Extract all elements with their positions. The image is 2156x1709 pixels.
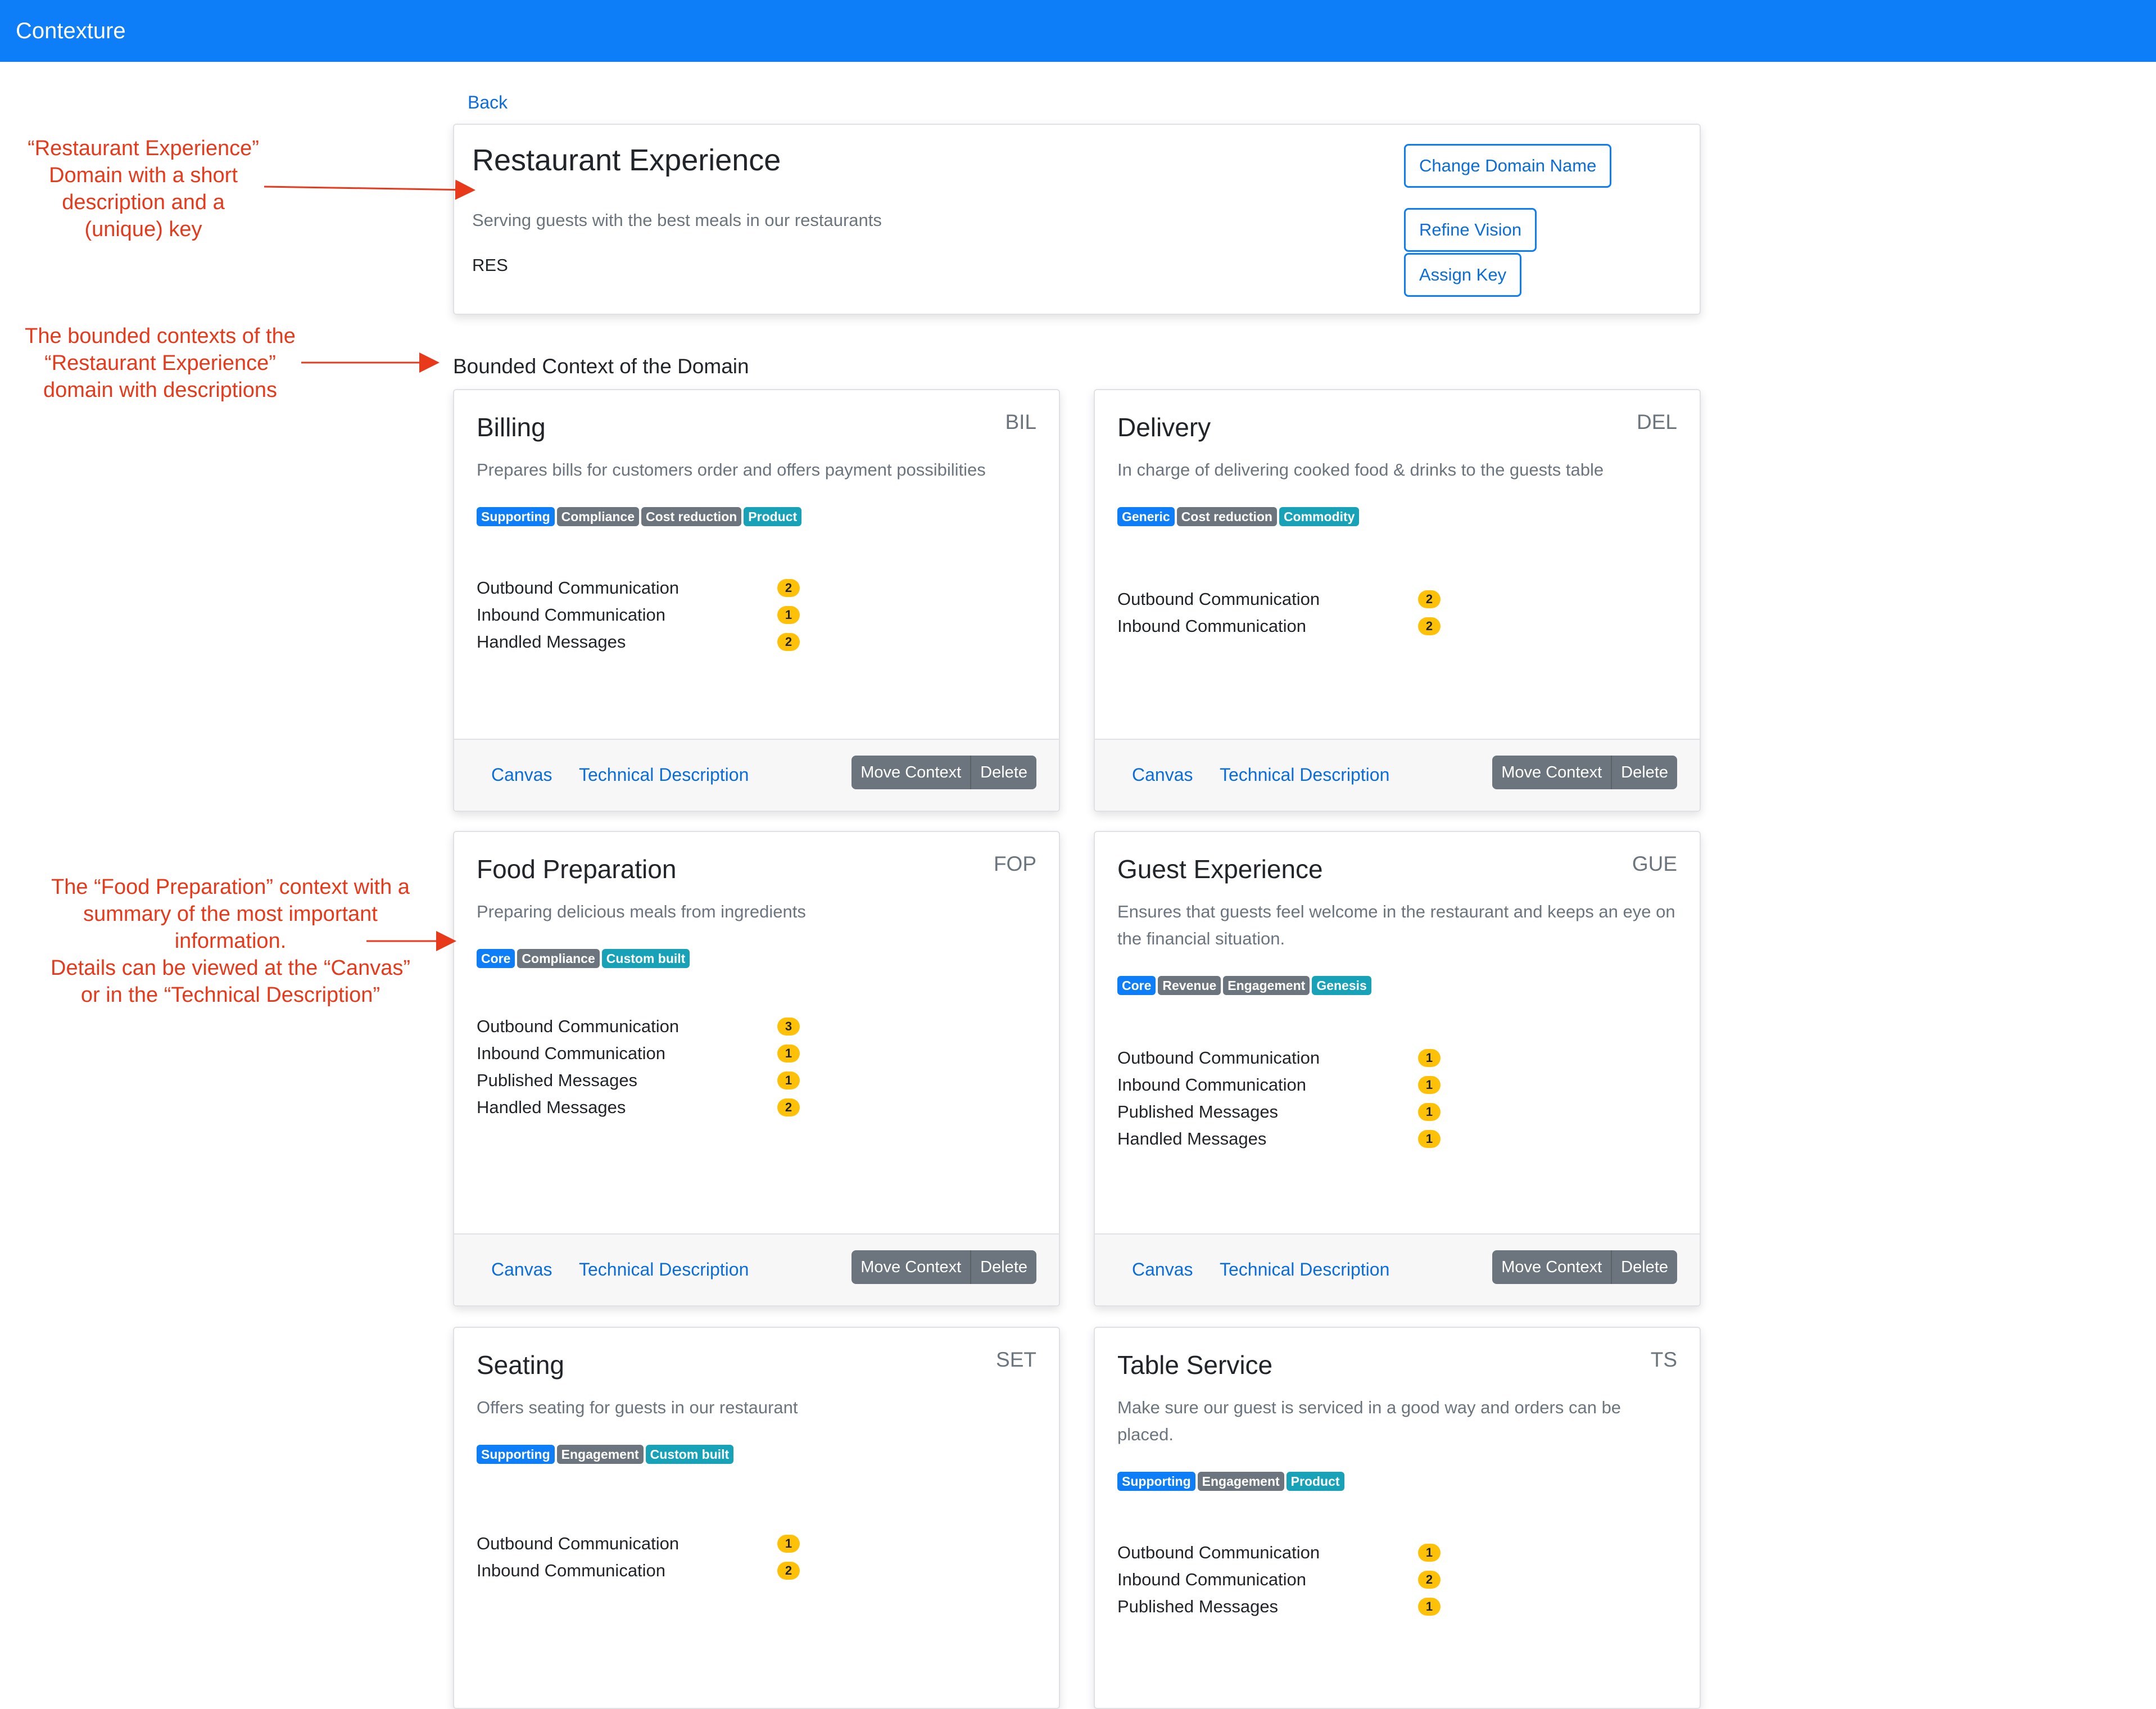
stat-label: Inbound Communication (1117, 1075, 1307, 1095)
stat-label: Inbound Communication (477, 1043, 666, 1063)
annotation-line: summary of the most important (83, 902, 378, 926)
stat-label: Inbound Communication (477, 605, 666, 625)
context-name: Seating (477, 1350, 565, 1380)
context-name: Delivery (1117, 413, 1211, 442)
stat-count-badge: 1 (777, 1045, 800, 1063)
canvas-link[interactable]: Canvas (1132, 1259, 1193, 1280)
move-context-button[interactable]: Move Context (851, 756, 970, 789)
technical-description-link[interactable]: Technical Description (1220, 1259, 1390, 1280)
annotation-line: “Restaurant Experience” (28, 137, 259, 160)
assign-key-button[interactable]: Assign Key (1404, 253, 1521, 297)
context-description: Make sure our guest is serviced in a good way and orders can be placed. (1117, 1398, 1621, 1444)
stat-count-badge: 2 (777, 1098, 800, 1116)
annotation-line: Domain with a short (49, 164, 238, 187)
badge-custom-built: Custom built (602, 949, 690, 968)
annotation-line: or in the “Technical Description” (80, 983, 381, 1007)
stat-count-badge: 1 (1418, 1544, 1441, 1562)
stat-count-badge: 3 (777, 1018, 800, 1036)
stat-label: Outbound Communication (1117, 589, 1320, 609)
move-context-button[interactable]: Move Context (851, 1250, 970, 1284)
context-description: Offers seating for guests in our restaurant (477, 1398, 798, 1417)
annotation-line: The bounded contexts of the (25, 324, 296, 348)
annotation-line: (unique) key (84, 218, 202, 241)
technical-description-link[interactable]: Technical Description (579, 765, 749, 785)
context-description: In charge of delivering cooked food & drinks to the guests table (1117, 460, 1604, 480)
stat-count-badge: 1 (777, 1071, 800, 1089)
badge-product: Product (1287, 1472, 1344, 1491)
stat-count-badge: 2 (1418, 617, 1441, 635)
domain-description: Serving guests with the best meals in our restaurants (472, 210, 882, 230)
stat-count-badge: 1 (1418, 1103, 1441, 1121)
delete-button[interactable]: Delete (1611, 1250, 1677, 1284)
context-name: Table Service (1117, 1350, 1273, 1380)
stat-label: Inbound Communication (1117, 616, 1307, 636)
stat-count-badge: 1 (1418, 1076, 1441, 1094)
badge-commodity: Commodity (1279, 507, 1360, 526)
badge-revenue: Revenue (1158, 976, 1221, 995)
refine-vision-button[interactable]: Refine Vision (1404, 208, 1537, 252)
context-key: BIL (1005, 410, 1036, 433)
stat-label: Published Messages (477, 1070, 638, 1090)
stat-count-badge: 2 (777, 633, 800, 651)
annotation-line: “Restaurant Experience” (44, 351, 276, 375)
stat-label: Outbound Communication (477, 1016, 680, 1036)
badge-supporting: Supporting (477, 507, 555, 526)
context-name: Billing (477, 413, 546, 442)
move-context-button[interactable]: Move Context (1492, 1250, 1611, 1284)
context-key: DEL (1637, 410, 1677, 433)
stat-count-badge: 1 (777, 1535, 800, 1553)
badge-supporting: Supporting (477, 1445, 555, 1464)
context-description: Preparing delicious meals from ingredients (477, 902, 806, 921)
section-title: Bounded Context of the Domain (453, 355, 749, 378)
domain-key: RES (472, 255, 508, 275)
stat-count-badge: 1 (1418, 1598, 1441, 1616)
stat-label: Handled Messages (1117, 1129, 1267, 1149)
badge-core: Core (477, 949, 515, 968)
badge-product: Product (744, 507, 801, 526)
annotation-line: The “Food Preparation” context with a (51, 875, 410, 899)
technical-description-link[interactable]: Technical Description (579, 1259, 749, 1280)
domain-title: Restaurant Experience (472, 143, 781, 177)
stat-label: Inbound Communication (477, 1561, 666, 1580)
stat-label: Outbound Communication (477, 1534, 680, 1553)
context-key: FOP (993, 852, 1036, 875)
arrow-domain (264, 187, 472, 190)
badge-custom-built: Custom built (646, 1445, 734, 1464)
stat-count-badge: 2 (1418, 1571, 1441, 1589)
badge-supporting: Supporting (1117, 1472, 1195, 1491)
badge-engagement: Engagement (1223, 976, 1310, 995)
stat-label: Published Messages (1117, 1597, 1279, 1616)
stat-count-badge: 1 (1418, 1049, 1441, 1067)
stat-label: Handled Messages (477, 1097, 626, 1117)
context-description: Prepares bills for customers order and offers payment possibilities (477, 460, 986, 480)
badge-compliance: Compliance (557, 507, 639, 526)
badge-engagement: Engagement (1198, 1472, 1284, 1491)
canvas-link[interactable]: Canvas (1132, 765, 1193, 785)
stat-count-badge: 2 (1418, 590, 1441, 608)
stat-count-badge: 1 (1418, 1130, 1441, 1148)
annotation-line: description and a (62, 191, 225, 214)
app-brand[interactable]: Contexture (16, 19, 126, 43)
badge-cost-reduction: Cost reduction (1177, 507, 1277, 526)
context-name: Food Preparation (477, 854, 677, 884)
context-key: TS (1650, 1348, 1677, 1371)
annotation-line: domain with descriptions (43, 378, 278, 402)
delete-button[interactable]: Delete (970, 1250, 1036, 1284)
badge-engagement: Engagement (557, 1445, 644, 1464)
move-context-button[interactable]: Move Context (1492, 756, 1611, 789)
stat-count-badge: 1 (777, 606, 800, 624)
stat-count-badge: 2 (777, 579, 800, 597)
change-domain-name-button[interactable]: Change Domain Name (1404, 144, 1611, 188)
badge-generic: Generic (1117, 507, 1175, 526)
delete-button[interactable]: Delete (970, 756, 1036, 789)
badge-core: Core (1117, 976, 1156, 995)
badge-genesis: Genesis (1312, 976, 1371, 995)
back-link[interactable]: Back (468, 92, 508, 112)
canvas-link[interactable]: Canvas (491, 1259, 552, 1280)
stat-label: Handled Messages (477, 632, 626, 652)
technical-description-link[interactable]: Technical Description (1220, 765, 1390, 785)
context-description: Ensures that guests feel welcome in the restaurant and keeps an eye on the financial situation. (1117, 902, 1675, 948)
annotation-line: information. (174, 929, 287, 953)
stat-count-badge: 2 (777, 1562, 800, 1580)
context-key: GUE (1632, 852, 1677, 875)
stat-label: Published Messages (1117, 1102, 1279, 1122)
stat-label: Inbound Communication (1117, 1570, 1307, 1589)
badge-cost-reduction: Cost reduction (641, 507, 741, 526)
context-name: Guest Experience (1117, 854, 1323, 884)
context-key: SET (996, 1348, 1036, 1371)
stat-label: Outbound Communication (1117, 1543, 1320, 1562)
stat-label: Outbound Communication (1117, 1048, 1320, 1068)
annotation-line: Details can be viewed at the “Canvas” (51, 956, 410, 980)
canvas-link[interactable]: Canvas (491, 765, 552, 785)
badge-compliance: Compliance (517, 949, 599, 968)
stat-label: Outbound Communication (477, 578, 680, 598)
delete-button[interactable]: Delete (1611, 756, 1677, 789)
